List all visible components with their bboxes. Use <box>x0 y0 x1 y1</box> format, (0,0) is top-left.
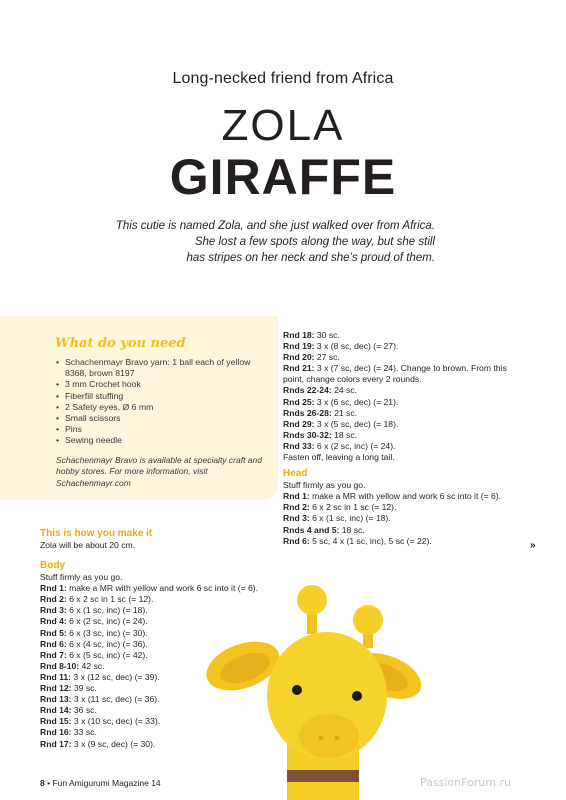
page-footer <box>40 778 161 788</box>
pattern-line: Fasten off, leaving a long tail. <box>283 452 395 463</box>
watermark: PassionForum.ru <box>420 776 511 789</box>
pattern-line: Rnd 4: 6 x (2 sc, inc) (= 24). <box>40 616 148 627</box>
how-text: Zola will be about 20 cm. <box>40 540 136 550</box>
giraffe-eye-right <box>352 691 362 701</box>
giraffe-snout <box>299 714 359 758</box>
pattern-line: Rnd 1: make a MR with yellow and work 6 sc into it (= 6). <box>283 491 502 502</box>
head-heading: Head <box>283 468 308 480</box>
pattern-line: Rnd 2: 6 x 2 sc in 1 sc (= 12). <box>283 502 397 513</box>
giraffe-photo <box>195 578 425 800</box>
giraffe-neck-stripe <box>287 770 359 782</box>
pattern-line: Rnd 29: 3 x (5 sc, dec) (= 18). <box>283 418 399 429</box>
giraffe-horn-left <box>297 585 327 615</box>
pattern-line: Rnds 4 and 5: 18 sc. <box>283 524 365 535</box>
pattern-line: Rnds 22-24: 24 sc. <box>283 385 358 396</box>
pattern-line: Rnd 33: 6 x (2 sc, inc) (= 24). <box>283 440 396 451</box>
giraffe-horn-right <box>353 605 383 635</box>
giraffe-eye-left <box>292 685 302 695</box>
title-first-name: ZOLA <box>221 101 345 150</box>
pattern-line: Rnd 21: 3 x (7 sc, dec) (= 24). Change to brown. From this point, change colors every 2 rounds. <box>283 363 507 385</box>
pattern-line: Rnd 6: 5 sc, 4 x (1 sc, inc), 5 sc (= 22). <box>283 535 432 546</box>
pattern-line: Rnd 16: 33 sc. <box>40 727 97 738</box>
pattern-line: Rnds 30-32: 18 sc. <box>283 429 358 440</box>
footer-bullet: • <box>47 778 51 788</box>
pattern-line: Rnd 12: 39 sc. <box>40 683 97 694</box>
pattern-line: Rnd 6: 6 x (4 sc, inc) (= 36). <box>40 638 148 649</box>
page-number: 8 <box>40 778 45 788</box>
pattern-column-right <box>283 330 523 547</box>
pattern-line: Rnd 18: 30 sc. <box>283 330 340 340</box>
materials-item: • 2 Safety eyes, Ø 6 mm <box>56 402 266 413</box>
continue-arrow: » <box>530 540 536 551</box>
title-animal: GIRAFFE <box>169 149 397 205</box>
pattern-line: Rnd 20: 27 sc. <box>283 352 340 363</box>
materials-item: • Small scissors <box>56 413 266 424</box>
pattern-line: Rnd 3: 6 x (1 sc, inc) (= 18). <box>40 605 148 616</box>
intro-line: She lost a few spots along the way, but she still <box>194 236 435 248</box>
how-heading: This is how you make it <box>40 528 153 539</box>
pattern-line: Rnd 7: 6 x (5 sc, inc) (= 42). <box>40 649 148 660</box>
materials-item: • Schachenmayr Bravo yarn: 1 ball each of yellow 8368, brown 8197 <box>56 357 266 379</box>
pattern-line: Rnd 3: 6 x (1 sc, inc) (= 18). <box>283 513 391 524</box>
materials-item: • Pins <box>56 424 266 435</box>
materials-item: • 3 mm Crochet hook <box>56 379 266 390</box>
materials-item: • Fiberfill stuffing <box>56 391 266 402</box>
materials-list <box>56 357 266 447</box>
pattern-line: Stuff firmly as you go. <box>283 480 366 491</box>
page-kicker: Long-necked friend from Africa <box>172 70 394 87</box>
pattern-line: Rnd 19: 3 x (8 sc, dec) (= 27). <box>283 341 399 352</box>
pattern-line: Rnd 13: 3 x (11 sc, dec) (= 36). <box>40 694 160 705</box>
body-heading: Body <box>40 560 65 572</box>
magazine-name: Fun Amigurumi Magazine 14 <box>52 778 161 788</box>
intro-line: This cutie is named Zola, and she just walked over from Africa. <box>115 220 435 232</box>
pattern-line: Rnd 25: 3 x (6 sc, dec) (= 21). <box>283 396 399 407</box>
pattern-line: Rnd 14: 36 sc. <box>40 705 97 716</box>
pattern-line: Stuff firmly as you go. <box>40 572 123 583</box>
materials-heading: What do you need <box>55 336 186 351</box>
pattern-line: Rnd 15: 3 x (10 sc, dec) (= 33). <box>40 716 161 727</box>
materials-item: • Sewing needle <box>56 435 266 446</box>
pattern-line: Rnd 8-10: 42 sc. <box>40 660 105 671</box>
pattern-line: Rnd 5: 6 x (3 sc, inc) (= 30). <box>40 627 148 638</box>
pattern-line: Rnd 2: 6 x 2 sc in 1 sc (= 12). <box>40 594 154 605</box>
pattern-line: Rnd 17: 3 x (9 sc, dec) (= 30). <box>40 738 156 749</box>
intro-line: has stripes on her neck and she’s proud of them. <box>186 252 435 264</box>
pattern-line: Rnds 26-28: 21 sc. <box>283 407 358 418</box>
pattern-line: Rnd 11: 3 x (12 sc, dec) (= 39). <box>40 671 160 682</box>
materials-note: Schachenmayr Bravo is available at specialty craft and hobby stores. For more information, visit Schachenmayr.com <box>56 455 262 488</box>
intro-paragraph <box>90 218 435 266</box>
pattern-line: Rnd 1: make a MR with yellow and work 6 sc into it (= 6). <box>40 583 259 594</box>
